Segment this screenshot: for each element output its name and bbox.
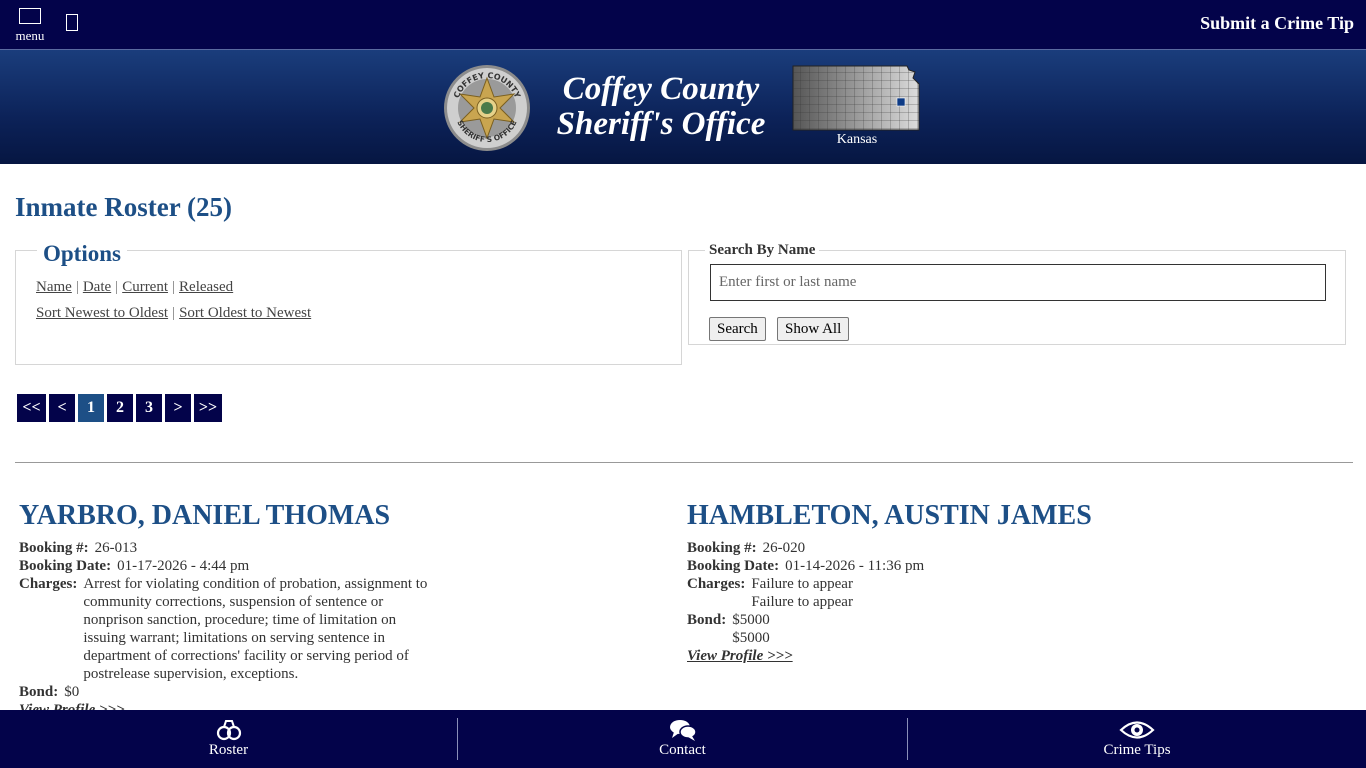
top-bar [0,0,1366,50]
charge-item: Failure to appear [751,594,853,610]
next-page-button[interactable]: > [165,394,191,422]
nav-crime-tips[interactable] [908,710,1366,768]
separator: | [75,279,79,295]
bond-value: $5000 [732,630,770,646]
booking-number-row [687,539,1287,557]
divider [15,462,1353,463]
submit-crime-tip-link[interactable]: Submit a Crime Tip [1200,13,1354,33]
name-search-input[interactable] [710,264,1326,301]
pagination [17,394,222,422]
site-title [548,72,774,142]
site-title-line2: Sheriff's Office [556,106,766,142]
charges-row [19,575,449,683]
svg-text:COFFEY COUNTY: COFFEY COUNTY [452,70,522,100]
bond-value: $0 [64,684,80,700]
search-panel [688,242,1346,345]
booking-number-label: Booking #: [19,540,89,556]
filter-released-link[interactable]: Released [179,279,234,295]
bottom-nav [0,710,1366,768]
booking-number-value: 26-013 [94,540,138,556]
bond-label: Bond: [19,684,59,700]
filter-current-link[interactable]: Current [122,279,169,295]
page-1-button[interactable]: 1 [78,394,104,422]
search-legend: Search By Name [705,242,819,259]
nav-roster[interactable] [0,710,457,768]
menu-button[interactable] [10,6,50,42]
show-all-button[interactable]: Show All [777,317,849,341]
filter-links [36,279,233,296]
charges-label: Charges: [687,576,746,592]
filter-date-link[interactable]: Date [82,279,112,295]
bond-label: Bond: [687,612,727,628]
charges-row [687,575,1287,611]
page-3-button[interactable]: 3 [136,394,162,422]
separator: | [115,279,119,295]
first-page-button[interactable]: << [17,394,46,422]
charges-label: Charges: [19,576,78,592]
chat-bubbles-icon [669,718,697,742]
booking-number-value: 26-020 [762,540,806,556]
site-banner [0,50,1366,164]
nav-roster-label: Roster [208,742,249,758]
booking-date-value: 01-14-2026 - 11:36 pm [785,558,925,574]
page-title: Inmate Roster (25) [15,192,232,222]
site-title-line1: Coffey County [562,71,760,107]
prev-page-button[interactable]: < [49,394,75,422]
booking-number-row [19,539,449,557]
bond-row [19,683,449,701]
bond-value: $5000 [732,612,770,628]
charge-item: Failure to appear [751,576,853,592]
options-legend: Options [37,241,127,267]
search-button[interactable]: Search [709,317,766,341]
eye-icon [1119,718,1155,742]
booking-date-label: Booking Date: [687,558,780,574]
charge-item: Arrest for violating condition of probation, assignment to community corrections, suspension of sentence or nonprison sanction, procedure; time of limitation on issuing warrant; limitations on serving sentence in department of corrections' facility or serving period of postrelease supervision, exceptions. [83,576,428,682]
inmate-card [687,500,1287,665]
missing-glyph-icon[interactable] [66,14,78,31]
sort-links [36,305,311,322]
booking-date-row [687,557,1287,575]
svg-text:SHERIFF'S OFFICE: SHERIFF'S OFFICE [455,118,519,145]
view-profile-link[interactable]: View Profile >>> [687,648,793,664]
sheriff-seal-logo [443,64,531,152]
booking-date-row [19,557,449,575]
last-page-button[interactable]: >> [194,394,222,422]
kansas-map-icon [791,64,925,134]
booking-number-label: Booking #: [687,540,757,556]
handcuffs-icon [216,718,242,742]
inmate-name[interactable]: YARBRO, DANIEL THOMAS [19,500,391,531]
inmate-card [19,500,449,719]
map-label: Kansas [836,132,878,147]
menu-icon [19,8,41,24]
nav-contact-label: Contact [659,742,706,758]
separator: | [172,279,176,295]
page-2-button[interactable]: 2 [107,394,133,422]
sort-oldest-link[interactable]: Sort Oldest to Newest [179,305,312,321]
options-panel [15,241,682,365]
filter-name-link[interactable]: Name [36,279,72,295]
inmate-name[interactable]: HAMBLETON, AUSTIN JAMES [687,500,1092,531]
nav-crime-tips-label: Crime Tips [1103,742,1171,758]
separator: | [172,305,176,321]
booking-date-value: 01-17-2026 - 4:44 pm [117,558,250,574]
sort-newest-link[interactable]: Sort Newest to Oldest [36,305,169,321]
menu-label: menu [15,28,45,43]
bond-row [687,611,1287,647]
nav-contact[interactable] [458,710,907,768]
booking-date-label: Booking Date: [19,558,112,574]
